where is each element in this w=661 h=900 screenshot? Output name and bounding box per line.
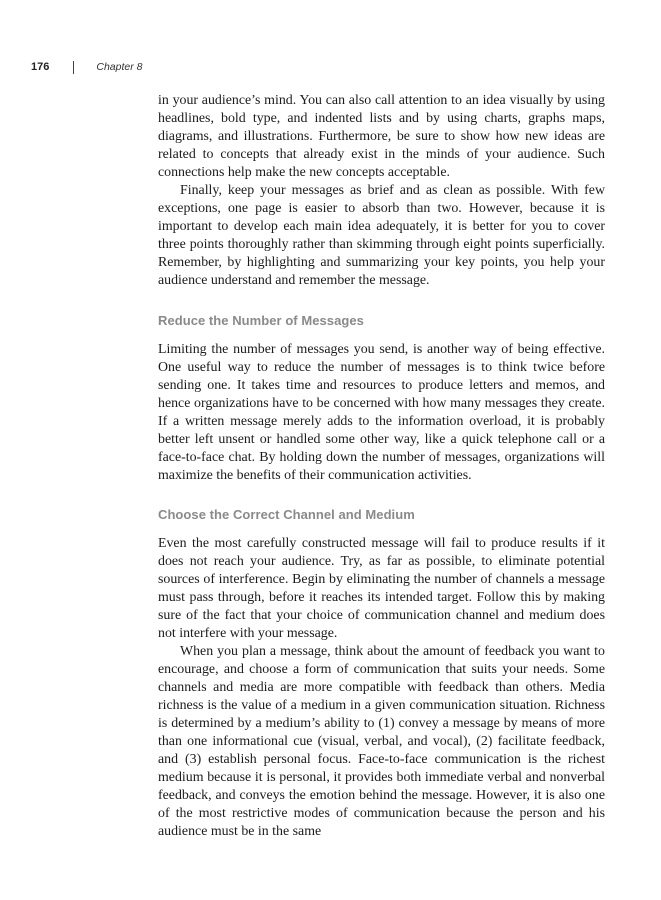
paragraph: Finally, keep your messages as brief and as clean as possible. With few exceptions, one page is easier to absorb than two. However, because it is important to develop each main idea adequately, it is better for you to cover three points thoroughly rather than skimming through eight points superficially. Remember, by highlighting and summarizing your key points, you help your audience understand and remember the message. <box>158 183 605 288</box>
body-text <box>158 92 605 841</box>
paragraph: in your audience’s mind. You can also call attention to an idea visually by using headlines, bold type, and indented lists and by using charts, graphs maps, diagrams, and illustrations. Furthermore, be sure to show how new ideas are related to concepts that already exist in the minds of your audience. Such connections help make the new concepts acceptable. <box>158 93 605 180</box>
paragraph: Even the most carefully constructed message will fail to produce results if it does not reach your audience. Try, as far as possible, to eliminate potential sources of interference. Begin by eliminating the number of channels a message must pass through, before it reaches its intended target. Follow this by making sure of the fact that your choice of communication channel and medium does not interfere with your message. <box>158 536 605 641</box>
page-number: 176 <box>31 61 50 73</box>
chapter-label: Chapter 8 <box>96 61 143 73</box>
paragraph: When you plan a message, think about the amount of feedback you want to encourage, and choose a form of communication that suits your needs. Some channels and media are more compatible with feedback than others. Media richness is the value of a medium in a given communication situation. Richness is determined by a medium’s ability to (1) convey a message by means of more than one informational cue (visual, verbal, and vocal), (2) facilitate feedback, and (3) establish personal focus. Face-to-face communication is the richest medium because it is personal, it provides both immediate verbal and nonverbal feedback, and conveys the emotion behind the message. However, it is also one of the most restrictive modes of communication because the person and his audience must be in the same <box>158 644 605 839</box>
header-divider <box>73 61 74 74</box>
running-header <box>31 59 142 75</box>
section-heading-channel-medium: Choose the Correct Channel and Medium <box>158 507 415 522</box>
section-heading-reduce-messages: Reduce the Number of Messages <box>158 313 364 328</box>
paragraph: Limiting the number of messages you send, is another way of being effective. One useful way to reduce the number of messages is to think twice before sending one. It takes time and resources to produce letters and memos, and hence organizations have to be concerned with how many messages they create. If a written message merely adds to the information overload, it is probably better left unsent or handled some other way, like a quick telephone call or a face-to-face chat. By holding down the number of messages, organizations will maximize the benefits of their communication activities. <box>158 342 605 483</box>
